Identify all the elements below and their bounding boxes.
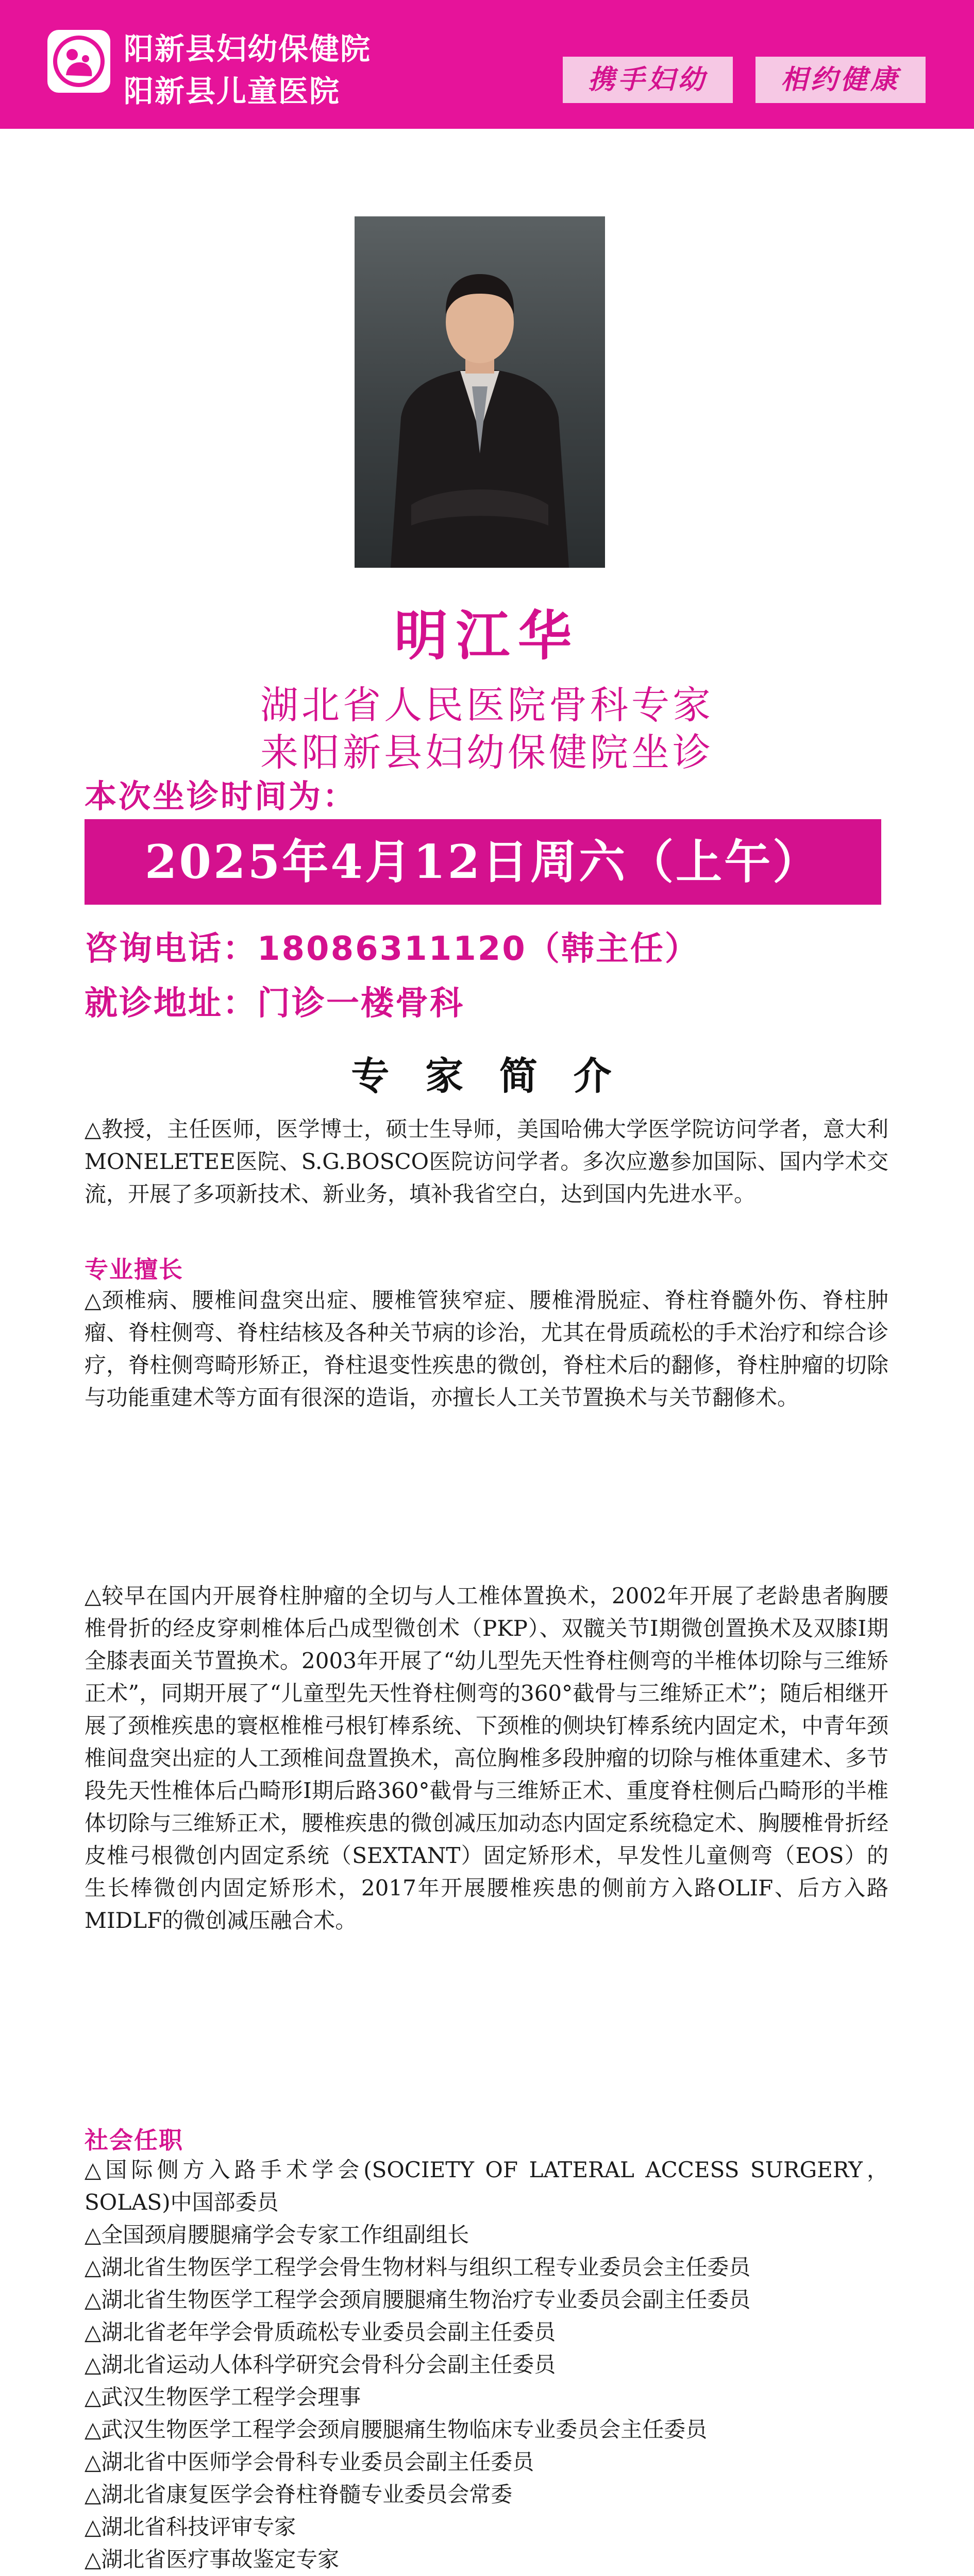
slogan-right: 相约健康	[755, 57, 926, 103]
social-list	[85, 2154, 888, 2576]
doctor-title-line-2: 来阳新县妇幼保健院坐诊	[260, 731, 714, 775]
hospital-name-secondary: 阳新县儿童医院	[124, 74, 341, 109]
list-item: △湖北省康复医学会脊柱脊髓专业委员会常委	[85, 2482, 513, 2507]
hospital-logo	[47, 30, 110, 93]
list-item: △湖北省生物医学工程学会骨生物材料与组织工程专业委员会主任委员	[85, 2255, 751, 2280]
doctor-photo	[355, 216, 605, 568]
list-item: △全国颈肩腰腿痛学会专家工作组副组长	[85, 2222, 469, 2247]
intro-text: △教授，主任医师，医学博士，硕士生导师，美国哈佛大学医学院访问学者，意大利MONELETEE医院、S.G.BOSCO医院访问学者。多次应邀参加国际、国内学术交流，开展了多项新技术、新业务，填补我省空白，达到国内先进水平。	[85, 1116, 888, 1207]
list-item: △国际侧方入路手术学会(SOCIETY OF LATERAL ACCESS SURGERY，SOLAS)中国部委员	[85, 2157, 888, 2215]
social-heading: 社会任职	[85, 2126, 183, 2154]
slogan-left: 携手妇幼	[563, 57, 733, 103]
intro-paragraph	[85, 1113, 888, 1210]
specialty-block-2	[85, 1580, 888, 1937]
list-item: △湖北省生物医学工程学会颈肩腰腿痛生物治疗专业委员会副主任委员	[85, 2287, 751, 2312]
doctor-portrait-figure	[355, 216, 605, 568]
doctor-name: 明江华	[394, 604, 580, 667]
specialty-heading: 专业擅长	[85, 1256, 183, 1283]
header-bar	[0, 0, 974, 129]
list-item: △湖北省科技评审专家	[85, 2514, 296, 2539]
list-item: △湖北省老年学会骨质疏松专业委员会副主任委员	[85, 2319, 556, 2345]
specialty-text-1: △颈椎病、腰椎间盘突出症、腰椎管狭窄症、腰椎滑脱症、脊柱脊髓外伤、脊柱肿瘤、脊柱侧弯、脊柱结核及各种关节病的诊治，尤其在骨质疏松的手术治疗和综合诊疗，脊柱侧弯畸形矫正，脊柱退变性疾患的微创，脊柱术后的翻修，脊柱肿瘤的切除与功能重建术等方面有很深的造诣，亦擅长人工关节置换术与关节翻修术。	[85, 1287, 888, 1410]
mother-child-logo-icon	[52, 34, 106, 89]
hospital-name-primary: 阳新县妇幼保健院	[124, 31, 372, 66]
consult-phone: 咨询电话：18086311120（韩主任）	[85, 930, 699, 968]
intro-heading: 专 家 简 介	[351, 1054, 623, 1098]
list-item: △湖北省医疗事故鉴定专家	[85, 2547, 340, 2572]
specialty-block-1	[85, 1284, 888, 1414]
clinic-address: 就诊地址：门诊一楼骨科	[85, 985, 464, 1023]
list-item: △湖北省中医师学会骨科专业委员会副主任委员	[85, 2449, 534, 2475]
visit-date-banner: 2025年4月12日周六（上午）	[85, 819, 881, 905]
doctor-title-line-1: 湖北省人民医院骨科专家	[260, 683, 714, 727]
list-item: △湖北省运动人体科学研究会骨科分会副主任委员	[85, 2352, 556, 2377]
list-item: △武汉生物医学工程学会颈肩腰腿痛生物临床专业委员会主任委员	[85, 2417, 708, 2442]
specialty-text-2: △较早在国内开展脊柱肿瘤的全切与人工椎体置换术，2002年开展了老龄患者胸腰椎骨折的经皮穿刺椎体后凸成型微创术（PKP）、双髋关节Ⅰ期微创置换术及双膝Ⅰ期全膝表面关节置换术。2003年开展了“幼儿型先天性脊柱侧弯的半椎体切除与三维矫正术”，同期开展了“儿童型先天性脊柱侧弯的360°截骨与三维矫正术”；随后相继开展了颈椎疾患的寰枢椎椎弓根钉棒系统、下颈椎的侧块钉棒系统内固定术，中青年颈椎间盘突出症的人工颈椎间盘置换术，高位胸椎多段肿瘤的切除与椎体重建术、多节段先天性椎体后凸畸形Ⅰ期后路360°截骨与三维矫正术、重度脊柱侧后凸畸形的半椎体切除与三维矫正术，腰椎疾患的微创减压加动态内固定系统稳定术、胸腰椎骨折经皮椎弓根微创内固定系统（SEXTANT）固定矫形术，早发性儿童侧弯（EOS）的生长棒微创内固定矫形术，2017年开展腰椎疾患的侧前方入路OLIF、后方入路MIDLF的微创减压融合术。	[85, 1583, 888, 1933]
visit-time-label: 本次坐诊时间为：	[85, 777, 357, 815]
list-item: △武汉生物医学工程学会理事	[85, 2384, 361, 2410]
